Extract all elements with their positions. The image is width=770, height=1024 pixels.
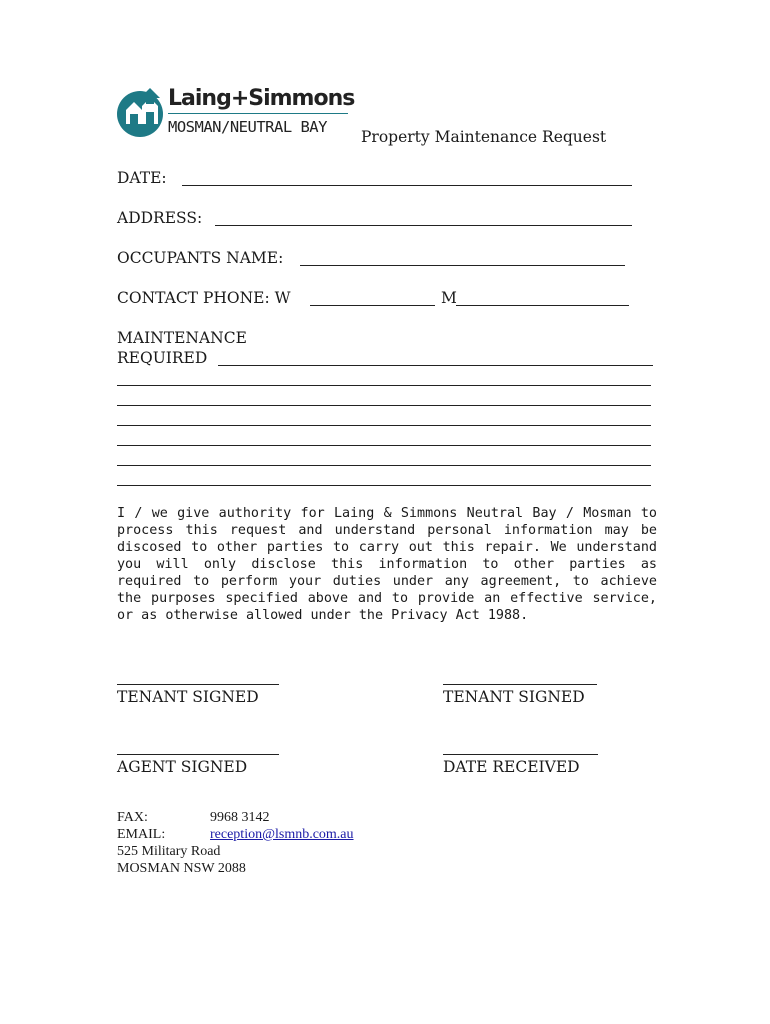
date-received-line[interactable] [443,754,598,755]
phone-mobile-label: M [441,289,457,307]
phone-work-label: CONTACT PHONE: W [117,289,291,307]
maintenance-label: MAINTENANCE [117,329,247,347]
street-address: 525 Military Road [117,844,221,859]
fax-label: FAX: [117,810,148,825]
occupants-label: OCCUPANTS NAME: [117,249,284,267]
brand-name: Laing+Simmons [168,86,355,111]
date-received-label: DATE RECEIVED [443,758,580,776]
maintenance-field-line[interactable] [117,425,651,426]
tenant-signature-line-2[interactable] [443,684,597,685]
page-title: Property Maintenance Request [361,128,607,146]
date-field[interactable] [182,185,632,186]
maintenance-field-line[interactable] [117,405,651,406]
tenant-signature-line-1[interactable] [117,684,279,685]
email-label: EMAIL: [117,827,166,842]
maintenance-field-line[interactable] [218,365,653,366]
required-label: REQUIRED [117,349,208,367]
fax-number: 9968 3142 [210,810,270,825]
maintenance-field-line[interactable] [117,485,651,486]
maintenance-field-line[interactable] [117,465,651,466]
agent-signed-label: AGENT SIGNED [117,758,248,776]
address-field[interactable] [215,225,632,226]
suburb-address: MOSMAN NSW 2088 [117,861,246,876]
tenant-signed-label-2: TENANT SIGNED [443,688,585,706]
address-label: ADDRESS: [117,209,203,227]
date-label: DATE: [117,169,167,187]
company-logo [116,82,356,144]
house-arrow-logo-icon [116,84,164,142]
brand-divider [168,113,348,114]
maintenance-field-line[interactable] [117,445,651,446]
maintenance-field-line[interactable] [117,385,651,386]
brand-subtitle: MOSMAN/NEUTRAL BAY [168,118,327,136]
authority-statement: I / we give authority for Laing & Simmons Neutral Bay / Mosman to process this request and understand personal information may be discosed to other parties to carry out this repair. We understand you will only disclose this information to other parties as required to perform your duties under any agreement, to achieve the purposes specified above and to provide an effective service, or as otherwise allowed under the Privacy Act 1988. [117,506,657,623]
tenant-signed-label-1: TENANT SIGNED [117,688,259,706]
email-link[interactable]: reception@lsmnb.com.au [210,827,354,842]
phone-mobile-field[interactable] [456,305,629,306]
phone-work-field[interactable] [310,305,435,306]
occupants-field[interactable] [300,265,625,266]
agent-signature-line[interactable] [117,754,279,755]
